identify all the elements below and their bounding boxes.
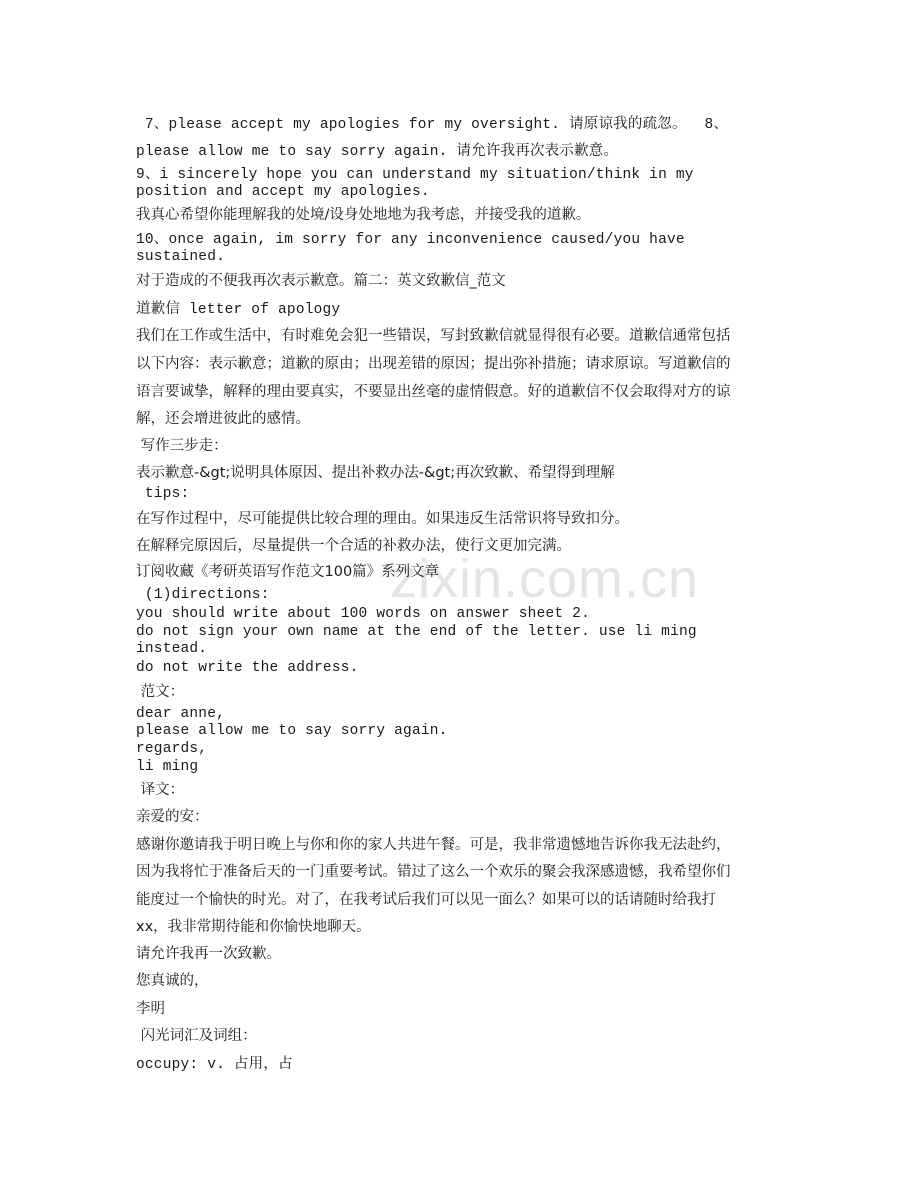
text-line: 我真心希望你能理解我的处境/设身处地地为我考虑，并接受我的道歉。 bbox=[136, 207, 591, 223]
text-line: 9、i sincerely hope you can understand my situation/think in my bbox=[136, 167, 694, 183]
text-line: position and accept my apologies. bbox=[136, 184, 430, 200]
text-line: 译文： bbox=[136, 782, 185, 798]
text-line: please allow me to say sorry again. 请允许我再次表示歉意。 bbox=[136, 144, 619, 160]
text-line: 亲爱的安： bbox=[136, 809, 209, 825]
text-line: 请允许我再一次致歉。 bbox=[136, 946, 281, 962]
text-line: 10、once again, im sorry for any inconvenience caused/you have bbox=[136, 232, 685, 248]
text-line: xx，我非常期待能和你愉快地聊天。 bbox=[136, 919, 371, 935]
text-line: 解，还会增进彼此的感情。 bbox=[136, 411, 310, 427]
text-line: 闪光词汇及词组： bbox=[136, 1028, 257, 1044]
text-line: you should write about 100 words on answer sheet 2. bbox=[136, 606, 590, 622]
text-line: instead. bbox=[136, 641, 208, 657]
text-line: 以下内容：表示歉意；道歉的原由；出现差错的原因；提出弥补措施；请求原谅。写道歉信的 bbox=[136, 356, 731, 372]
text-line: sustained. bbox=[136, 249, 226, 265]
text-line: please allow me to say sorry again. bbox=[136, 723, 448, 739]
text-line: 能度过一个愉快的时光。对了，在我考试后我们可以见一面么？如果可以的话请随时给我打 bbox=[136, 892, 716, 908]
text-line: regards, bbox=[136, 741, 208, 757]
text-line: 李明 bbox=[136, 1001, 165, 1017]
text-line: (1)directions: bbox=[136, 587, 270, 603]
text-line: 表示歉意-&gt;说明具体原因、提出补救办法-&gt;再次致歉、希望得到理解 bbox=[136, 465, 615, 481]
text-line: 7、please accept my apologies for my oversight. 请原谅我的疏忽。 8、 bbox=[136, 117, 729, 133]
text-line: 范文： bbox=[136, 684, 185, 700]
text-line: dear anne, bbox=[136, 706, 226, 722]
text-line: 我们在工作或生活中，有时难免会犯一些错误，写封致歉信就显得很有必要。道歉信通常包括 bbox=[136, 328, 731, 344]
text-line: 语言要诚挚，解释的理由要真实，不要显出丝毫的虚情假意。好的道歉信不仅会取得对方的谅 bbox=[136, 384, 731, 400]
text-line: occupy: v. 占用，占 bbox=[136, 1057, 293, 1073]
text-line: 对于造成的不便我再次表示歉意。篇二：英文致歉信_范文 bbox=[136, 273, 506, 289]
text-line: 写作三步走： bbox=[136, 438, 228, 454]
text-line: 您真诚的， bbox=[136, 973, 209, 989]
text-line: 在解释完原因后，尽量提供一个合适的补救办法，使行文更加完满。 bbox=[136, 538, 571, 554]
text-line: 道歉信 letter of apology bbox=[136, 302, 341, 318]
text-line: 因为我将忙于准备后天的一门重要考试。错过了这么一个欢乐的聚会我深感遗憾，我希望你们 bbox=[136, 864, 731, 880]
text-line: 订阅收藏《考研英语写作范文100篇》系列文章 bbox=[136, 564, 440, 580]
text-line: 感谢你邀请我于明日晚上与你和你的家人共进午餐。可是，我非常遗憾地告诉你我无法赴约， bbox=[136, 837, 731, 853]
text-line: do not write the address. bbox=[136, 660, 359, 676]
watermark: zixin.com.cn bbox=[390, 549, 700, 609]
text-line: li ming bbox=[136, 759, 199, 775]
text-line: 在写作过程中，尽可能提供比较合理的理由。如果违反生活常识将导致扣分。 bbox=[136, 511, 629, 527]
text-line: do not sign your own name at the end of the letter. use li ming bbox=[136, 624, 697, 640]
text-line: tips: bbox=[136, 486, 190, 502]
